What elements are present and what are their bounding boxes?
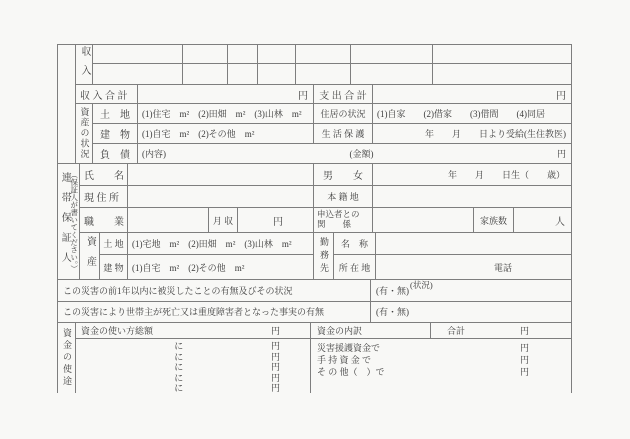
prior-disaster-row xyxy=(58,280,571,302)
land-row xyxy=(93,104,571,124)
family-count-label: 家族数 xyxy=(474,208,514,232)
guarantor-section xyxy=(58,164,571,280)
monthly-income-field[interactable] xyxy=(238,208,314,232)
particle-ni: に xyxy=(174,341,184,352)
funds-breakdown-column xyxy=(311,323,571,393)
welfare-field[interactable]: 年 月 日より受給(生住教医) xyxy=(425,129,566,139)
guarantor-job-row xyxy=(80,208,571,233)
family-count-field[interactable] xyxy=(514,208,571,232)
relation-field[interactable] xyxy=(373,208,474,232)
yen-unit: 円 xyxy=(270,325,280,336)
income-grid-cell[interactable] xyxy=(183,45,228,64)
assets-status-label xyxy=(76,104,93,163)
funds-usage-lines xyxy=(76,339,310,394)
source-label: 災害援護資金で xyxy=(317,342,381,353)
workplace-address-row xyxy=(334,255,571,279)
funds-usage-column xyxy=(76,323,311,393)
income-grid-cell[interactable] xyxy=(228,45,258,64)
debt-amount-label: (金額) xyxy=(349,149,374,159)
funds-section xyxy=(58,323,571,393)
yes-no-options[interactable]: (有・無) xyxy=(376,307,409,318)
workplace-addr-field[interactable] xyxy=(376,255,571,279)
domicile-label: 本 籍 地 xyxy=(314,186,373,208)
usage-total-label: 資金の使い方総額 xyxy=(81,325,154,336)
breakdown-total xyxy=(431,324,571,337)
assets-status-label-text: 資産の状況 xyxy=(79,107,90,160)
workplace-name-row xyxy=(334,233,571,255)
funds-usage-label-text: 資金の使途 xyxy=(62,328,72,388)
yen-unit: 円 xyxy=(556,90,566,102)
situation-note: (状況) xyxy=(410,280,433,291)
income-total-label: 収 入 合 計 xyxy=(76,85,138,103)
debt-label: 負 債 xyxy=(93,144,138,163)
source-label: そ の 他（ ）で xyxy=(317,366,385,377)
income-grid-cell[interactable] xyxy=(258,45,296,64)
building-row xyxy=(93,124,571,144)
building-detail-field[interactable]: (1)自宅 m² (2)その他 m² xyxy=(138,124,314,143)
land-label: 土 地 xyxy=(93,104,138,123)
yen-unit: 円 xyxy=(270,362,280,373)
address-field[interactable] xyxy=(128,186,314,208)
relation-label-line1: 申込者との xyxy=(317,209,360,220)
name-field[interactable] xyxy=(128,164,314,185)
guarantor-address-row xyxy=(80,186,571,209)
yen-unit: 円 xyxy=(519,326,529,336)
income-grid-cell[interactable] xyxy=(351,45,433,64)
yen-unit: 円 xyxy=(298,90,308,102)
workplace-name-field[interactable] xyxy=(376,233,571,254)
guarantor-land-label: 土 地 xyxy=(100,233,128,254)
income-grid-cell[interactable] xyxy=(183,64,228,84)
income-grid-cell[interactable] xyxy=(258,64,296,84)
particle-ni: に xyxy=(174,372,184,383)
phone-label: 電話 xyxy=(494,262,513,273)
workplace-label xyxy=(314,233,334,279)
guarantor-section-label xyxy=(58,164,80,279)
welfare-label: 生 活 保 護 xyxy=(314,124,373,143)
left-gutter-column xyxy=(58,45,76,163)
person-unit: 人 xyxy=(555,216,565,228)
total-label: 合計 xyxy=(447,326,466,336)
debt-content-label: (内容) xyxy=(142,149,166,159)
income-label-text: 収入 xyxy=(79,45,90,84)
income-grid-cell[interactable] xyxy=(351,64,433,84)
source-label: 手 持 資 金 で xyxy=(317,354,372,365)
domicile-field[interactable] xyxy=(373,186,571,208)
yen-unit: 円 xyxy=(556,149,566,159)
yen-unit: 円 xyxy=(270,351,280,362)
funds-usage-header xyxy=(76,323,310,339)
housing-status-field[interactable]: (1)自家 (2)借家 (3)借間 (4)同居 xyxy=(377,109,545,119)
householder-death-question: この災害により世帯主が死亡又は重度障害者となった事実の有無 xyxy=(58,302,371,323)
yen-unit: 円 xyxy=(519,354,529,365)
guarantor-name-row xyxy=(80,164,571,186)
income-grid xyxy=(93,45,571,84)
job-field[interactable] xyxy=(128,208,209,232)
yen-unit: 円 xyxy=(273,216,283,228)
expense-total-field[interactable] xyxy=(373,85,571,103)
householder-death-row xyxy=(58,302,571,324)
yen-unit: 円 xyxy=(270,341,280,352)
guarantor-asset-label-text: 資産 xyxy=(84,236,96,276)
guarantor-land-row xyxy=(100,233,314,255)
usage-line[interactable] xyxy=(76,383,310,394)
job-label: 職 業 xyxy=(80,208,128,232)
building-label: 建 物 xyxy=(93,124,138,143)
land-detail-field[interactable]: (1)住宅 m² (2)田畑 m² (3)山林 m² xyxy=(138,104,314,123)
guarantor-building-field[interactable]: (1)自宅 m² (2)その他 m² xyxy=(128,255,314,279)
income-grid-cell[interactable] xyxy=(433,64,571,84)
income-grid-cell[interactable] xyxy=(296,45,351,64)
yen-unit: 円 xyxy=(519,342,529,353)
yen-unit: 円 xyxy=(270,372,280,383)
breakdown-label: 資金の内訳 xyxy=(311,323,431,338)
guarantor-asset-label xyxy=(80,233,100,279)
income-grid-cell[interactable] xyxy=(296,64,351,84)
source-line[interactable] xyxy=(311,341,571,353)
funds-breakdown-header xyxy=(311,323,571,339)
birthdate-field[interactable]: 年 月 日生（ 歳） xyxy=(447,169,565,180)
particle-ni: に xyxy=(174,362,184,373)
debt-row xyxy=(93,144,571,163)
sex-options[interactable]: 男 女 xyxy=(314,164,373,185)
income-grid-cell[interactable] xyxy=(93,45,183,64)
prior-disaster-answer[interactable] xyxy=(371,280,571,301)
workplace-name-label: 名 称 xyxy=(334,233,376,254)
name-label: 氏 名 xyxy=(80,164,128,185)
totals-row xyxy=(76,85,571,104)
income-grid-cell[interactable] xyxy=(93,64,183,84)
guarantor-land-field[interactable]: (1)宅地 m² (2)田畑 m² (3)山林 m² xyxy=(128,233,314,254)
funds-source-lines xyxy=(311,339,571,393)
assets-status-rows xyxy=(76,104,571,163)
income-row-label xyxy=(76,45,93,84)
particle-ni: に xyxy=(174,383,184,394)
income-grid-cell[interactable] xyxy=(228,64,258,84)
monthly-income-label: 月 収 xyxy=(209,208,238,232)
debt-field[interactable] xyxy=(138,144,571,163)
guarantor-note-text: （保証人が書いてください。） xyxy=(69,170,79,273)
relation-label-line2: 関 係 xyxy=(317,219,352,230)
yen-unit: 円 xyxy=(270,383,280,394)
address-label: 現 住 所 xyxy=(80,186,128,208)
funds-usage-label xyxy=(58,323,76,393)
source-line[interactable] xyxy=(311,365,571,377)
prior-disaster-question: この災害の前1年以内に被災したことの有無及びその状況 xyxy=(58,280,371,301)
yen-unit: 円 xyxy=(519,366,529,377)
housing-status-label: 住居の状況 xyxy=(314,104,373,123)
guarantor-label-text: 連帯保証人 xyxy=(59,171,71,272)
guarantor-building-row xyxy=(100,255,314,279)
householder-death-answer[interactable] xyxy=(371,302,571,323)
income-grid-cell[interactable] xyxy=(433,45,571,64)
guarantor-asset-rows xyxy=(80,233,571,279)
yes-no-options[interactable]: (有・無) xyxy=(376,285,409,296)
guarantor-building-label: 建 物 xyxy=(100,255,128,279)
workplace-addr-label: 所 在 地 xyxy=(334,255,376,279)
loan-application-form-table xyxy=(57,44,572,393)
particle-ni: に xyxy=(174,351,184,362)
relation-label xyxy=(314,208,373,232)
expense-total-label: 支 出 合 計 xyxy=(314,85,373,103)
income-and-assets-section xyxy=(58,45,571,164)
income-row xyxy=(76,45,571,85)
source-line[interactable] xyxy=(311,353,571,365)
income-total-field[interactable] xyxy=(138,85,314,103)
workplace-label-text: 勤務先 xyxy=(319,236,329,276)
